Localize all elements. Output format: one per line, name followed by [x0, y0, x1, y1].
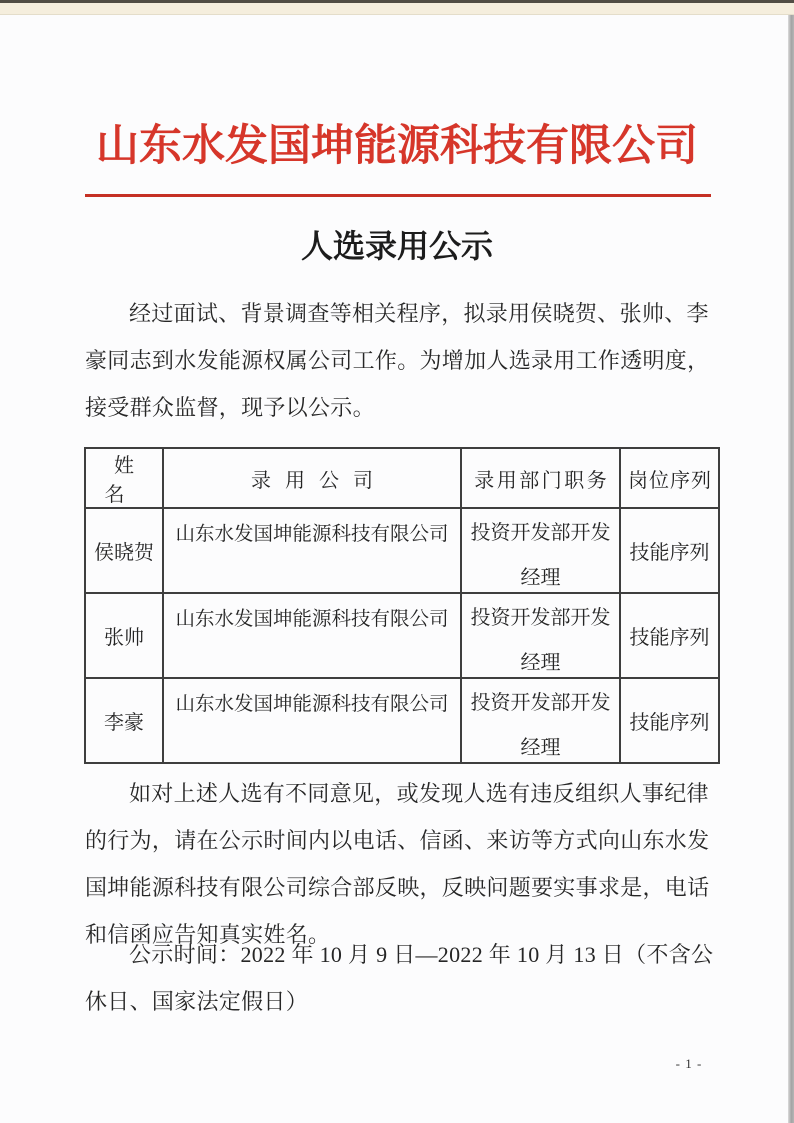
role-line: 投资开发部开发	[470, 692, 611, 714]
paragraph-line: 公示时间：2022 年 10 月 9 日—2022 年 10 月 13 日（不含公	[129, 942, 714, 967]
cell-department-position	[461, 508, 620, 593]
role-line: 经理	[520, 652, 561, 674]
paragraph-line: 国坤能源科技有限公司综合部反映，反映问题要实事求是，电话	[85, 875, 710, 900]
scan-edge-top-band	[0, 3, 794, 15]
role-line: 经理	[520, 737, 561, 759]
paragraph-line: 的行为，请在公示时间内以电话、信函、来访等方式向山东水发	[85, 828, 710, 853]
column-header-department-position: 录用部门职务	[461, 448, 620, 508]
paragraph-line: 豪同志到水发能源权属公司工作。为增加人选录用工作透明度，	[85, 348, 710, 373]
table-row	[85, 593, 719, 678]
title-underline-rule	[85, 194, 711, 197]
company-title: 山东水发国坤能源科技有限公司	[96, 123, 698, 170]
paragraph-line: 如对上述人选有不同意见，或发现人选有违反组织人事纪律	[129, 781, 709, 806]
paragraph-line: 休日、国家法定假日）	[85, 989, 309, 1014]
table-header-row	[85, 448, 719, 508]
cell-department-position	[461, 678, 620, 763]
paragraph-line: 接受群众监督，现予以公示。	[85, 395, 375, 420]
table-row	[85, 508, 719, 593]
cell-company: 山东水发国坤能源科技有限公司	[163, 593, 461, 678]
cell-name: 侯晓贺	[85, 508, 163, 593]
role-line: 经理	[520, 567, 561, 589]
paragraph-line: 经过面试、背景调查等相关程序，拟录用侯晓贺、张帅、李	[129, 301, 709, 326]
cell-position-sequence: 技能序列	[620, 593, 719, 678]
notice-paragraph	[85, 770, 733, 958]
cell-position-sequence: 技能序列	[620, 678, 719, 763]
page-number: - 1 -	[675, 1056, 703, 1071]
period-paragraph	[85, 931, 733, 1025]
column-header-name: 姓名	[85, 448, 163, 508]
cell-department-position	[461, 593, 620, 678]
document-subtitle: 人选录用公示	[300, 228, 493, 264]
recruitment-table	[84, 447, 720, 764]
cell-company: 山东水发国坤能源科技有限公司	[163, 508, 461, 593]
cell-position-sequence: 技能序列	[620, 508, 719, 593]
intro-paragraph	[85, 290, 733, 431]
column-header-company: 录用公司	[163, 448, 461, 508]
scan-edge-right-shadow	[788, 15, 794, 1123]
column-header-position-sequence: 岗位序列	[620, 448, 719, 508]
role-line: 投资开发部开发	[470, 607, 611, 629]
cell-company: 山东水发国坤能源科技有限公司	[163, 678, 461, 763]
table-row	[85, 678, 719, 763]
role-line: 投资开发部开发	[470, 522, 611, 544]
cell-name: 李豪	[85, 678, 163, 763]
cell-name: 张帅	[85, 593, 163, 678]
paragraph-line: 和信函应告知真实姓名。	[85, 922, 331, 947]
